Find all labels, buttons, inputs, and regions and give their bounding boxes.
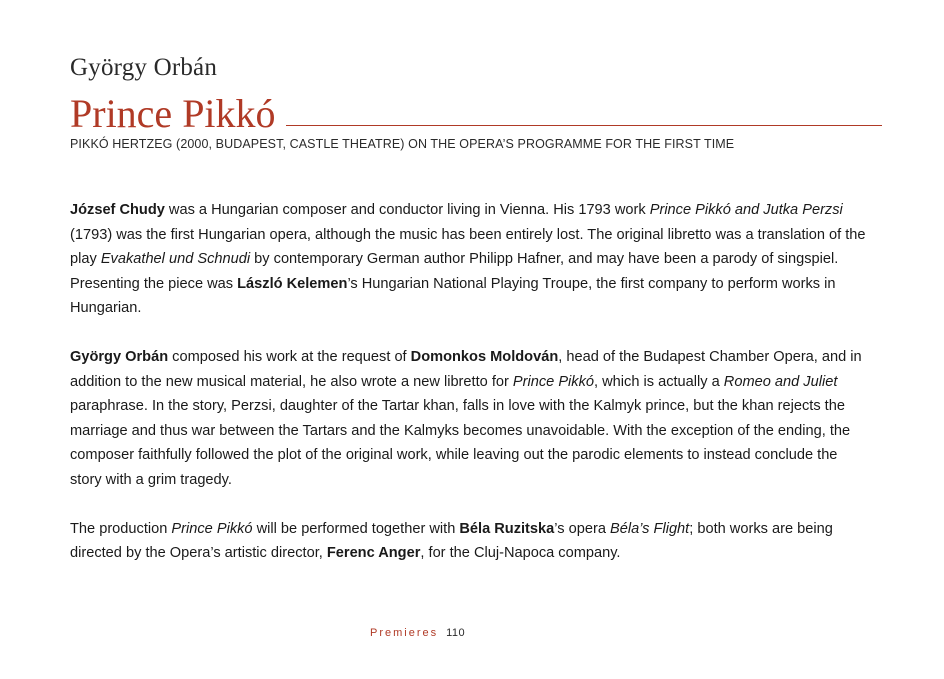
person-name: György Orbán xyxy=(70,349,169,365)
text-run: ’s opera xyxy=(554,520,610,537)
text-run: ’s Hungarian National Playing Troupe, the first company to perform works in Hungarian. xyxy=(70,275,836,316)
work-title: Béla’s Flight xyxy=(610,520,690,537)
composer-name: György Orbán xyxy=(70,54,218,81)
page-number: 110 xyxy=(446,627,466,639)
article-body xyxy=(70,198,870,590)
text-run: will be performed together with xyxy=(252,520,460,537)
page-footer xyxy=(370,627,465,639)
text-run: composed his work at the request of xyxy=(168,349,411,365)
text-run: by contemporary German author Philipp Hafner, and may have been a parody of singspiel. Presenting the piece was xyxy=(70,251,839,292)
work-title: Prince Pikkó xyxy=(171,520,253,537)
page-title: Prince Pikkó xyxy=(70,91,276,136)
person-name: Béla Ruzitska xyxy=(459,520,555,537)
text-run: The production xyxy=(70,520,172,537)
title-row xyxy=(70,88,882,136)
text-run: , head of the Budapest Chamber Opera, and in addition to the new musical material, he also wrote a new libretto for xyxy=(70,349,862,390)
text-run: , which is actually a xyxy=(594,373,724,390)
work-title: Evakathel und Schnudi xyxy=(100,251,251,267)
paragraph-2 xyxy=(70,345,870,492)
paragraph-1 xyxy=(70,198,870,321)
title-rule-divider xyxy=(286,125,882,126)
text-run: paraphrase. In the story, Perzsi, daughter of the Tartar khan, falls in love with the Kalmyk prince, but the khan rejects the marriage and thus war between the Tartars and the Kalmyks becomes unavoidable. With the exception of the ending, the composer faithfully followed the plot of the original work, while leaving out the parodic elements to instead conclude the story with a grim tragedy. xyxy=(70,398,851,488)
paragraph-3 xyxy=(70,517,870,566)
person-name: Ferenc Anger xyxy=(326,545,421,561)
text-run: ; both works are being directed by the Opera’s artistic director, xyxy=(70,520,833,561)
person-name: Domonkos Moldován xyxy=(410,349,559,365)
text-run: , for the Cluj-Napoca company. xyxy=(420,545,621,561)
work-title: Prince Pikkó and Jutka Perzsi xyxy=(649,202,843,218)
person-name: László Kelemen xyxy=(237,275,348,292)
work-title: Romeo and Juliet xyxy=(723,373,838,390)
text-run: was a Hungarian composer and conductor living in Vienna. His 1793 work xyxy=(164,202,650,218)
person-name: József Chudy xyxy=(70,202,165,218)
page-subtitle: PIKKÓ HERTZEG (2000, BUDAPEST, CASTLE THEATRE) ON THE OPERA’S PROGRAMME FOR THE FIRST TIME xyxy=(70,137,735,151)
footer-section-label: Premieres xyxy=(370,627,439,639)
text-run: (1793) was the first Hungarian opera, although the music has been entirely lost. The original libretto was a translation of the play xyxy=(70,226,866,267)
work-title: Prince Pikkó xyxy=(512,373,595,390)
